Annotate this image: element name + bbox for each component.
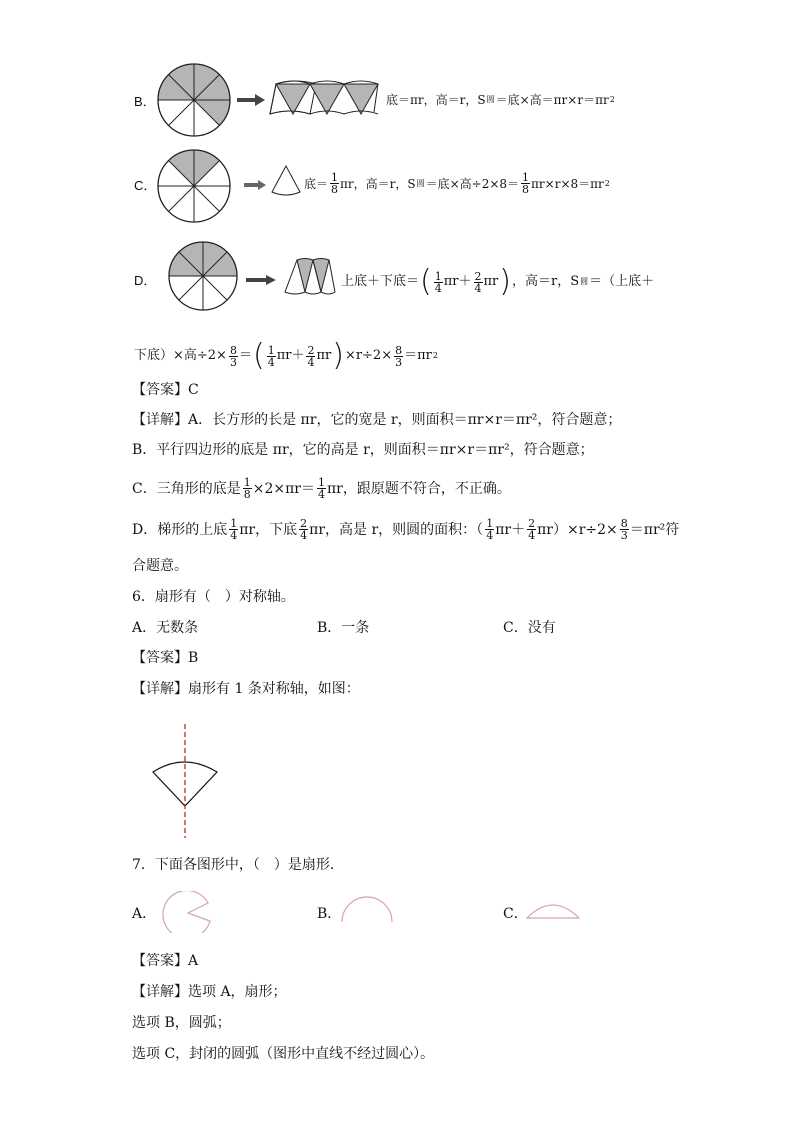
q5-detail-a: 【详解】A．长方形的长是 πr，它的宽是 r，则面积＝πr×r＝πr²，符合题意； (132, 412, 622, 428)
divided-circle-b (156, 62, 232, 138)
option-d-label: D． (134, 273, 157, 288)
q5-detail-c: C．三角形的底是 $\frac{1}{8}$ ×2×πr＝ $\frac{1}{4}$ πr，跟原题不符合，不正确。 (132, 476, 511, 501)
option-c-label: C． (134, 178, 157, 193)
q6-stem: 6．扇形有（ ）对称轴。 (132, 589, 295, 605)
formula-d: 上底＋下底＝ ( $\frac{1}{4}$ πr＋ $\frac{2}{4}$ πr ) ，高＝r，S 圆 ＝（上底＋ (341, 264, 655, 299)
arrow-right-icon (237, 94, 265, 106)
q7-option-b[interactable]: B． (317, 906, 342, 922)
option-b-label: B． (134, 94, 156, 109)
q5-detail-d: D．梯形的上底 $\frac{1}{4}$ πr，下底 $\frac{2}{4}$ πr，高是 r，则圆的面积：（ $\frac{1}{4}$ πr＋ $\frac{2}{4}$ πr）×r÷2× $\frac{8}{3}$ ＝πr²符 (132, 517, 680, 542)
q7-detail-line2: 选项 B，圆弧； (132, 1015, 231, 1031)
q7-option-a[interactable]: A． (132, 906, 157, 922)
q5-answer: 【答案】C (132, 382, 199, 398)
q7-stem: 7．下面各图形中，（ ）是扇形． (132, 857, 344, 873)
segment-shape-c[interactable] (524, 898, 582, 922)
divided-circle-c (156, 148, 232, 224)
sector-shape-a[interactable] (158, 891, 216, 933)
divided-circle-d (167, 240, 239, 312)
q6-detail: 【详解】扇形有 1 条对称轴，如图： (132, 681, 360, 697)
formula-c: 底＝ $\frac{1}{8}$ πr，高＝r，S 圆 ＝底×高÷2×8＝ $\frac{1}{8}$ πr×r×8＝πr 2 (304, 171, 610, 196)
sector-symmetry-figure (145, 722, 225, 840)
triangle-sector-c (270, 164, 302, 198)
q7-answer: 【答案】A (132, 953, 199, 969)
formula-b: 底＝πr，高＝r，S 圆 ＝底×高＝πr×r＝πr 2 (386, 93, 615, 107)
rearranged-parallelogram-b (266, 78, 382, 120)
formula-d-continued: 下底）×高÷2× $\frac{8}{3}$ ＝ ( $\frac{1}{4}$ πr＋ $\frac{2}{4}$ πr ) ×r÷2× $\frac{8}{3}$ ＝πr 2 (134, 338, 438, 373)
q7-option-c[interactable]: C． (503, 906, 528, 922)
q5-detail-d-end: 合题意。 (132, 558, 188, 574)
q7-detail-line3: 选项 C，封闭的圆弧（图形中直线不经过圆心）。 (132, 1046, 435, 1062)
q6-option-b[interactable]: B．一条 (317, 620, 370, 636)
trapezoid-sectors-d (281, 256, 339, 298)
arrow-right-icon (244, 180, 266, 190)
arc-shape-b[interactable] (338, 890, 396, 926)
q6-answer: 【答案】B (132, 650, 199, 666)
q7-detail: 【详解】选项 A，扇形； (132, 984, 287, 1000)
q6-option-a[interactable]: A．无数条 (132, 620, 199, 636)
q6-option-c[interactable]: C．没有 (503, 620, 556, 636)
q5-detail-b: B．平行四边形的底是 πr，它的高是 r，则面积＝πr×r＝πr²，符合题意； (132, 442, 594, 458)
arrow-right-icon (246, 275, 276, 285)
